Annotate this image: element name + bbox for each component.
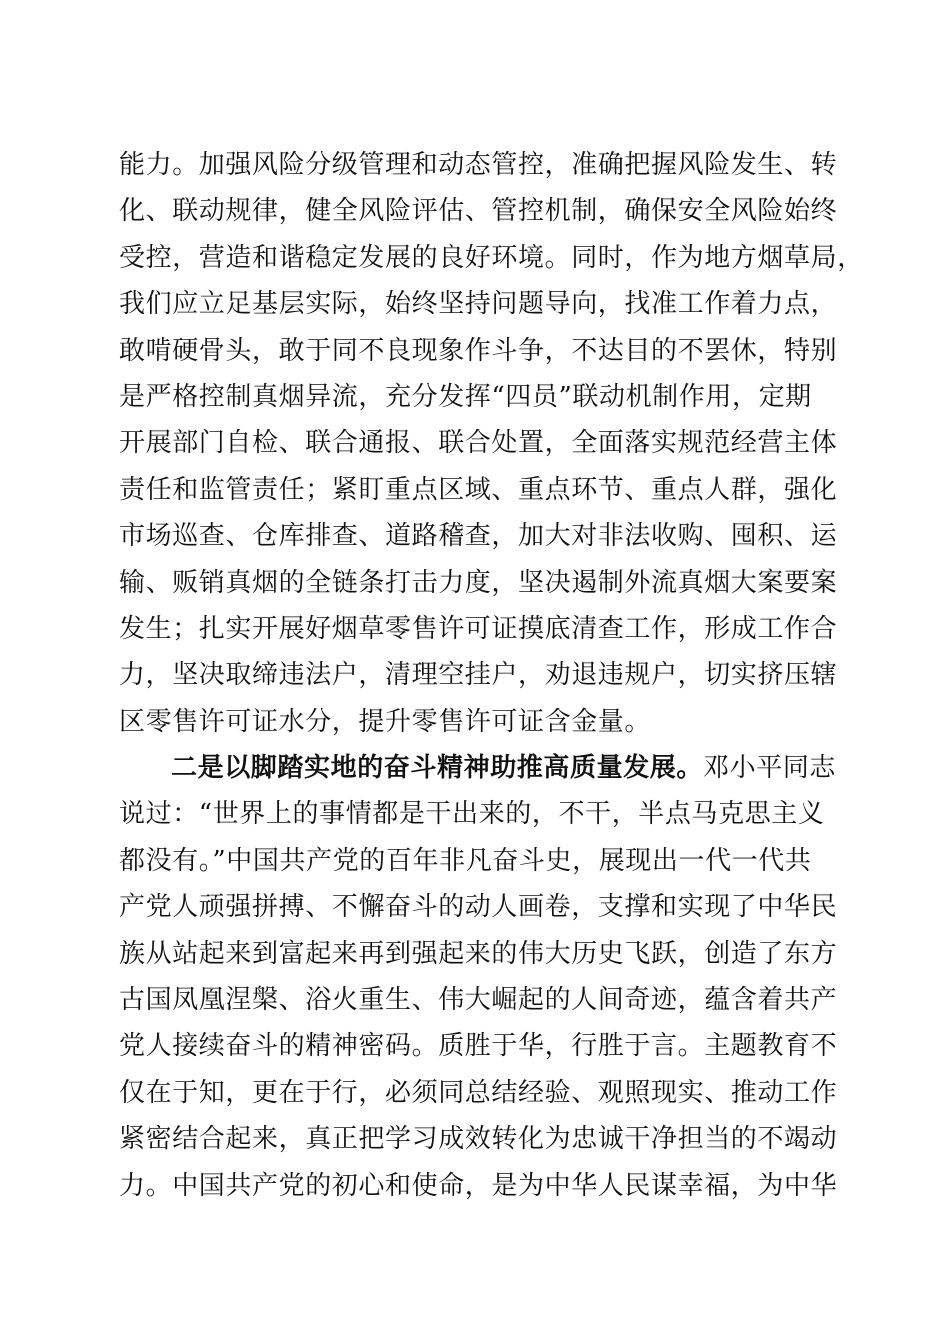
paragraph-heading: 二是以脚踏实地的奋斗精神助推高质量发展。: [171, 753, 704, 784]
text-line: 古国凤凰涅槃、浴火重生、伟大崛起的人间奇迹，蕴含着共产: [119, 985, 838, 1016]
text-line: 产党人顽强拼搏、不懈奋斗的动人画卷，支撑和实现了中华民: [119, 892, 838, 923]
text-line: 输、贩销真烟的全链条打击力度，坚决遏制外流真烟大案要案: [119, 567, 838, 598]
text-line: 力。中国共产党的初心和使命，是为中华人民谋幸福，为中华: [119, 1170, 838, 1201]
text-line: 区零售许可证水分，提升零售许可证含金量。: [119, 706, 652, 737]
text-line: 紧密结合起来，真正把学习成效转化为忠诚干净担当的不竭动: [119, 1124, 838, 1155]
paragraph-heading-rest: 邓小平同志: [703, 753, 837, 784]
text-line: 都没有。”中国共产党的百年非凡奋斗史，展现出一代一代共: [119, 845, 812, 876]
paragraph-two-first-line: [119, 745, 839, 791]
text-line: 市场巡查、仓库排查、道路稽查，加大对非法收购、囤积、运: [119, 521, 838, 552]
text-line: 能力。加强风险分级管理和动态管控，准确把握风险发生、转: [119, 150, 838, 180]
text-line: 责任和监管责任；紧盯重点区域、重点环节、重点人群，强化: [119, 474, 838, 505]
text-line: 发生；扎实开展好烟草零售许可证摸底清查工作，形成工作合: [119, 613, 838, 644]
document-body: [119, 142, 864, 1209]
text-line: 我们应立足基层实际，始终坚持问题导向，找准工作着力点，: [119, 289, 838, 320]
text-line: 敢啃硬骨头，敢于同不良现象作斗争，不达目的不罢休，特别: [119, 335, 838, 366]
text-line: 开展部门自检、联合通报、联合处置，全面落实规范经营主体: [119, 428, 838, 459]
text-line: 是严格控制真烟异流，充分发挥“四员”联动机制作用，定期: [119, 381, 812, 412]
text-line: 说过：“世界上的事情都是干出来的，不干，半点马克思主义: [119, 799, 825, 830]
text-line: 力，坚决取缔违法户，清理空挂户，劝退违规户，切实挤压辖: [119, 660, 838, 691]
text-line: 仅在于知，更在于行，必须同总结经验、观照现实、推动工作: [119, 1077, 838, 1108]
text-line: 受控，营造和谐稳定发展的良好环境。同时，作为地方烟草局，: [119, 242, 864, 273]
paragraph-two: [119, 745, 839, 1209]
text-line: 族从站起来到富起来再到强起来的伟大历史飞跃，创造了东方: [119, 938, 838, 969]
text-line: 化、联动规律，健全风险评估、管控机制，确保安全风险始终: [119, 196, 838, 227]
text-line: 党人接续奋斗的精神密码。质胜于华，行胜于言。主题教育不: [119, 1031, 838, 1062]
paragraph-continuation: [119, 142, 864, 745]
